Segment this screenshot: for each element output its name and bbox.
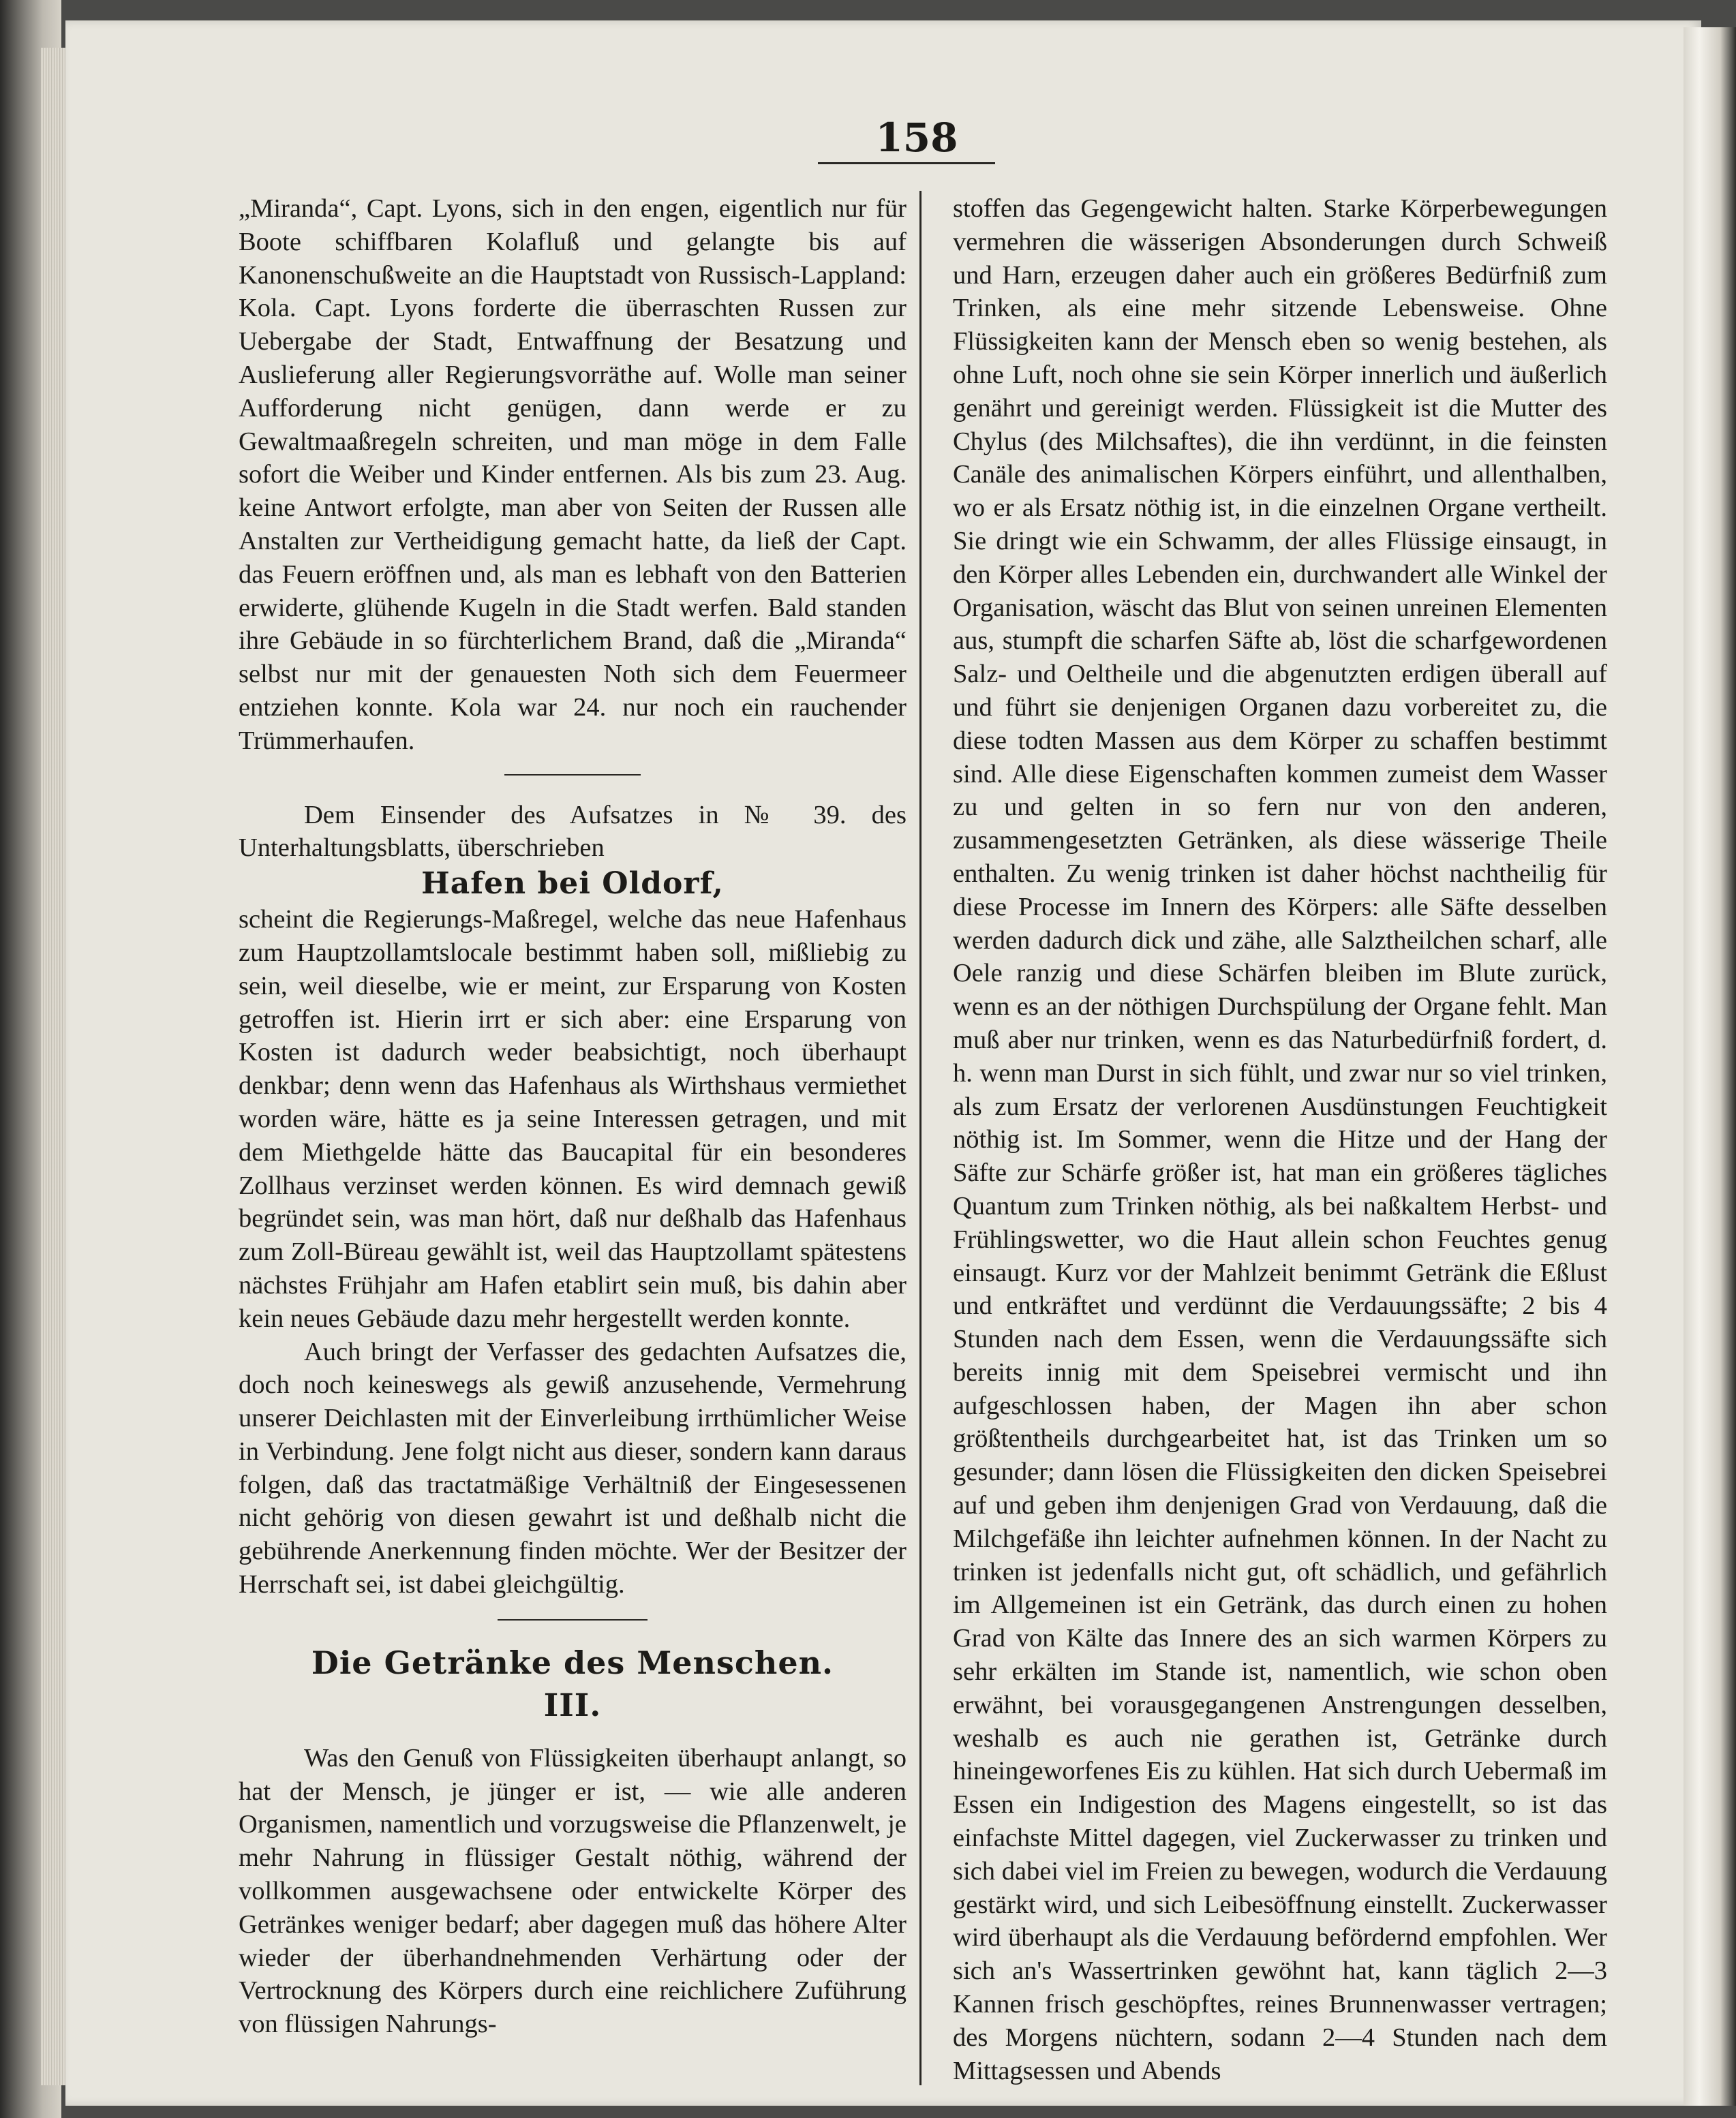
oldorf-intro: Dem Einsender des Aufsatzes in № 39. des Unterhaltungsblatts, überschrieben xyxy=(239,800,907,863)
header-rule xyxy=(818,162,995,164)
oldorf-paragraph-2: Auch bringt der Verfasser des gedachten Aufsatzes die, doch noch keineswegs als gewiß anzusehende, Vermehrung unserer Deichlasten mit der Einverleibung irrthümlicher Weise in Verbindung. Jene folgt nicht aus dieser, sondern kann daraus folgen, daß das tractatmäßige Verhältniß der Eingesessenen nicht gehörig von diesen gewahrt ist und deßhalb nicht die gebührende Anerkennung finden möchte. Wer der Besitzer der Herrschaft sei, ist dabei gleichgültig. xyxy=(239,1337,907,1599)
beverages-paragraph-continued: stoffen das Gegengewicht halten. Starke Körperbewegungen vermehren die wässerigen Absonderungen durch Schweiß und Harn, erzeugen daher auch ein größeres Bedürfniß zum Trinken, als eine mehr sitzende Lebensweise. Ohne Flüssigkeiten kann der Mensch eben so wenig bestehen, als ohne Luft, noch ohne sie sein Körper innerlich und äußerlich genährt und gereinigt werden. Flüssigkeit ist die Mutter des Chylus (des Milchsaftes), die ihn verdünnt, in die feinsten Canäle des animalischen Körpers einführt, und allenthalben, wo er als Ersatz nöthig ist, in die einzelnen Organe vertheilt. Sie dringt wie ein Schwamm, der alles Flüssige einsaugt, in den Körper alles Lebenden ein, durchwandert alle Winkel der Organisation, wäscht das Blut von seinen unreinen Elementen aus, stumpft die scharfen Säfte ab, löst die scharfgewordenen Salz- und Oeltheile und die abgenutzten erdigen überall auf und führt sie denjenigen Organen dazu vorbereitet zu, die diese todten Massen aus dem Körper zu schaffen bestimmt sind. Alle diese Eigenschaften kommen zumeist dem Wasser zu und gelten in so fern nur von den anderen, zusammengesetzten Getränken, als diese wässerige Theile enthalten. Zu wenig trinken ist daher höchst nachtheilig für diese Processe im Innern des Körpers: alle Säfte desselben werden dadurch dick und zähe, alle Salztheilchen scharf, alle Oele ranzig und diese Schärfen bleiben im Blute zurück, wenn es an der nöthigen Durchspülung der Organe fehlt. Man muß aber nur trinken, wenn es das Naturbedürfniß fordert, d. h. wenn man Durst in sich fühlt, und zwar nur so viel trinken, als zum Ersatz der verlorenen Ausdünstungen Feuchtigkeit nöthig ist. Im Sommer, wenn die Hitze und der Hang der Säfte zur Schärfe größer ist, hat man ein größeres tägliches Quantum zum Trinken nöthig, als bei naßkaltem Herbst- und Frühlingswetter, wo die Haut allein schon Feuchtes genug einsaugt. Kurz vor der Mahlzeit benimmt Getränk die Eßlust und entkräftet und verdünnt die Verdauungssäfte; 2 bis 4 Stunden nach dem Essen, wenn die Verdauungssäfte sich bereits innig mit dem Speisebrei vermischt und ihn aufgeschlossen haben, der Magen ihn aber schon größtentheils durchgearbeitet hat, ist das Trinken um so gesunder; dann lösen die Flüssigkeiten den dicken Speisebrei auf und geben ihm denjenigen Grad von Verdauung, daß die Milchgefäße ihn leichter aufnehmen können. In der Nacht zu trinken ist jedenfalls nicht gut, oft schädlich, und gefährlich im Allgemeinen ist ein Getränk, das durch einen zu hohen Grad von Kälte das Innere des an sich warmen Körpers zu sehr erkälten im Stande ist, namentlich, wie schon oben erwähnt, bei vorausgegangenen Anstrengungen desselben, weshalb es auch nie gerathen ist, Getränke durch hineingeworfenes Eis zu kühlen. Hat sich durch Uebermaß im Essen ein Indigestion des Magens eingestellt, so ist das einfachste Mittel dagegen, viel Zuckerwasser zu trinken und sich dabei viel im Freien zu bewegen, wodurch die Verdauung gestärkt wird, und sich Leibesöffnung einstellt. Zuckerwasser wird überhaupt als die Verdauung befördernd empfohlen. Wer sich an's Wassertrinken gewöhnt hat, kann täglich 2—3 Kannen frisch geschöpftes, reines Brunnenwasser vertragen; des Morgens nüchtern, sodann 2—4 Stunden nach dem Mittagsessen und Abends xyxy=(953,194,1607,2085)
oldorf-heading: Hafen bei Oldorf, xyxy=(421,866,724,902)
beverages-paragraph-1: Was den Genuß von Flüssigkeiten überhaupt anlangt, so hat der Mensch, je jünger er ist, — wie alle anderen Organismen, namentlich und vorzugsweise die Pflanzenwelt, je mehr Nahrung in flüssiger Gestalt nöthig, während der vollkommen ausgewachsene oder entwickelte Körper des Getränkes weniger bedarf; aber dagegen muß das höhere Alter wieder der überhandnehmenden Verhärtung oder der Vertrocknung des Körpers durch eine reichlichere Zuführung von flüssigen Nahrungs- xyxy=(239,1743,907,2039)
oldorf-paragraph-1: scheint die Regierungs-Maßregel, welche das neue Hafenhaus zum Hauptzollamtslocale bestimmt haben soll, mißliebig zu sein, weil dieselbe, wie er meint, zur Ersparung von Kosten getroffen ist. Hierin irrt er sich aber: eine Ersparung von Kosten ist dadurch weder beabsichtigt, noch überhaupt denkbar; denn wenn das Hafenhaus als Wirthshaus vermiethet worden wäre, hätte es ja seine Interessen getragen, und mit dem Miethgelde hätte das Baucapital für ein besonderes Zollhaus verzinset werden können. Es wird demnach gewiß begründet sein, was man hört, daß nur deßhalb das Hafenhaus zum Zoll-Büreau gewählt ist, weil das Hauptzollamt spätestens nächstes Frühjahr am Hafen etablirt sein muß, bis dahin aber kein neues Gebäude dazu mehr hergestellt werden konnte. xyxy=(239,905,907,1333)
section-divider-1 xyxy=(504,774,641,776)
right-column xyxy=(953,192,1607,2087)
page-stack-edge xyxy=(41,48,68,2085)
left-column xyxy=(239,192,907,2041)
beverages-part-number: III. xyxy=(543,1686,602,1723)
beverages-heading: Die Getränke des Menschen. xyxy=(311,1644,834,1681)
page-right-edge xyxy=(1684,27,1736,2106)
section-divider-2 xyxy=(498,1619,648,1621)
column-divider xyxy=(919,191,922,2085)
page-number: 158 xyxy=(875,114,958,161)
kola-report-paragraph: „Miranda“, Capt. Lyons, sich in den engen, eigentlich nur für Boote schiffbaren Kolafluß und gelangte bis auf Kanonenschußweite an die Hauptstadt von Russisch-Lappland: Kola. Capt. Lyons forderte die überraschten Russen zur Uebergabe der Stadt, Entwaffnung der Besatzung und Auslieferung aller Regierungsvorräthe auf. Wolle man seiner Aufforderung nicht genügen, dann werde er zu Gewaltmaaßregeln schreiten, und man möge in dem Falle sofort die Weiber und Kinder entfernen. Als bis zum 23. Aug. keine Antwort erfolgte, man aber von Seiten der Russen alle Anstalten zur Vertheidigung gemacht hatte, da ließ der Capt. das Feuern eröffnen und, als man es lebhaft von den Batterien erwiderte, glühende Kugeln in die Stadt werfen. Bald standen ihre Gebäude in so fürchterlichem Brand, daß die „Miranda“ selbst nur mit der genauesten Noth sich dem Feuermeer entziehen konnte. Kola war 24. nur noch ein rauchender Trümmerhaufen. xyxy=(239,194,907,755)
